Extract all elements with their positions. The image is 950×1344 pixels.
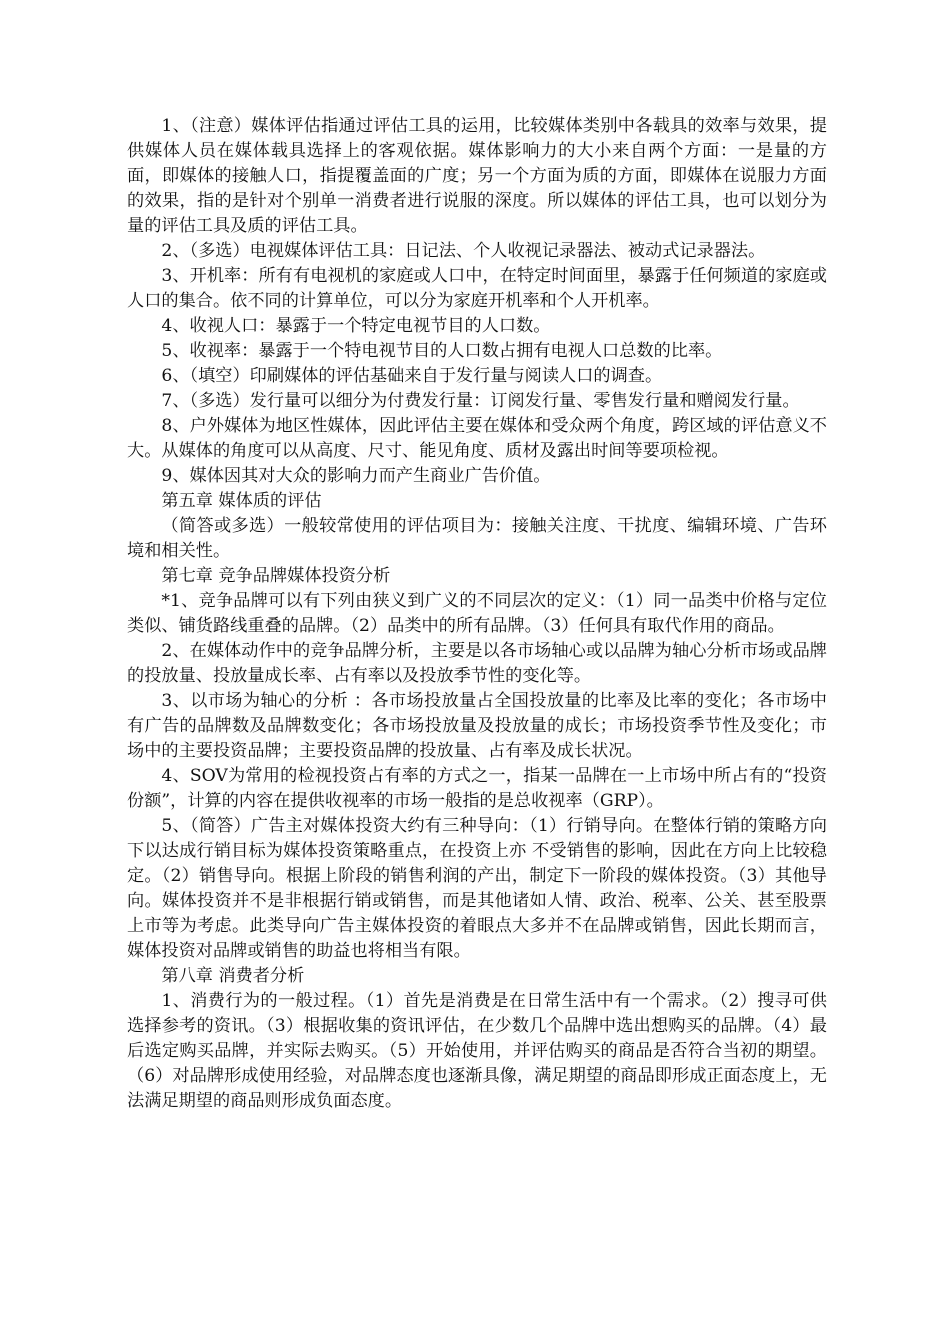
paragraph-competitive-analysis: 2、在媒体动作中的竞争品牌分析，主要是以各市场轴心或以品牌为轴心分析市场或品牌的投放量、投放量成长率、占有率以及投放季节性的变化等。: [127, 641, 827, 686]
paragraph-outdoor-media: 8、户外媒体为地区性媒体，因此评估主要在媒体和受众两个角度，跨区域的评估意义不大。从媒体的角度可以从高度、尺寸、能见角度、质材及露出时间等要项检视。: [127, 416, 827, 461]
paragraph-rating: 5、收视率：暴露于一个特电视节目的人口数占拥有电视人口总数的比率。: [161, 341, 723, 361]
paragraph-print-media-basis: 6、（填空）印刷媒体的评估基础来自于发行量与阅读人口的调查。: [161, 366, 663, 386]
paragraph-quality-evaluation-items: （简答或多选）一般较常使用的评估项目为：接触关注度、干扰度、编辑环境、广告环境和相关性。: [127, 516, 827, 561]
paragraph-competing-brands-definition: *1、竞争品牌可以有下列由狭义到广义的不同层次的定义：（1）同一品类中价格与定位类似、铺货路线重叠的品牌。（2）品类中的所有品牌。（3）任何具有取代作用的商品。: [127, 591, 827, 636]
paragraph-tv-evaluation-tools: 2、（多选）电视媒体评估工具：日记法、个人收视记录器法、被动式记录器法。: [161, 241, 766, 261]
paragraph-sov: 4、SOV为常用的检视投资占有率的方式之一，指某一品牌在一上市场中所占有的“投资份额”，计算的内容在提供收视率的市场一般指的是总收视率（GRP）。: [127, 766, 827, 811]
chapter-7-heading: 第七章 竞争品牌媒体投资分析: [161, 566, 391, 586]
paragraph-consumer-behavior-process: 1、消费行为的一般过程。（1）首先是消费是在日常生活中有一个需求。（2）搜寻可供选择参考的资讯。（3）根据收集的资讯评估，在少数几个品牌中选出想购买的品牌。（4）最后选定购买品牌，并实际去购买。（5）开始使用，并评估购买的商品是否符合当初的期望。（6）对品牌形成使用经验，对品牌态度也逐渐具像，满足期望的商品即形成正面态度上，无法满足期望的商品则形成负面态度。: [127, 991, 827, 1111]
chapter-8-heading: 第八章 消费者分析: [161, 966, 305, 986]
paragraph-investment-orientations: 5、（简答）广告主对媒体投资大约有三种导向：（1）行销导向。在整体行销的策略方向下以达成行销目标为媒体投资策略重点，在投资上亦 不受销售的影响，因此在方向上比较稳定。（2）销售导向。根据上阶段的销售利润的产出，制定下一阶段的媒体投资。（3）其他导向。媒体投资并不是非根据行销或销售，而是其他诸如人情、政治、税率、公关、甚至股票上市等为考虑。此类导向广告主媒体投资的着眼点大多并不在品牌或销售，因此长期而言，媒体投资对品牌或销售的助益也将相当有限。: [127, 816, 827, 961]
chapter-5-heading: 第五章 媒体质的评估: [161, 491, 322, 511]
paragraph-viewing-population: 4、收视人口：暴露于一个特定电视节目的人口数。: [161, 316, 551, 336]
paragraph-market-axis-analysis: 3、以市场为轴心的分析 ：各市场投放量占全国投放量的比率及比率的变化；各市场中有广告的品牌数及品牌数变化；各市场投放量及投放量的成长；市场投资季节性及变化；市场中的主要投资品牌；主要投资品牌的投放量、占有率及成长状况。: [127, 691, 827, 761]
paragraph-set-usage-rate: 3、开机率：所有有电视机的家庭或人口中，在特定时间面里，暴露于任何频道的家庭或人口的集合。依不同的计算单位，可以分为家庭开机率和个人开机率。: [127, 266, 827, 311]
paragraph-circulation: 7、（多选）发行量可以细分为付费发行量：订阅发行量、零售发行量和赠阅发行量。: [161, 391, 800, 411]
paragraph-media-evaluation-definition: 1、（注意）媒体评估指通过评估工具的运用，比较媒体类别中各载具的效率与效果，提供媒体人员在媒体载具选择上的客观依据。媒体影响力的大小来自两个方面：一是量的方面，即媒体的接触人口，指提覆盖面的广度；另一个方面为质的方面，即媒体在说服力方面的效果，指的是针对个别单一消费者进行说服的深度。所以媒体的评估工具，也可以划分为量的评估工具及质的评估工具。: [127, 116, 827, 236]
document-page: [127, 114, 827, 1114]
paragraph-commercial-value: 9、媒体因其对大众的影响力而产生商业广告价值。: [161, 466, 551, 486]
